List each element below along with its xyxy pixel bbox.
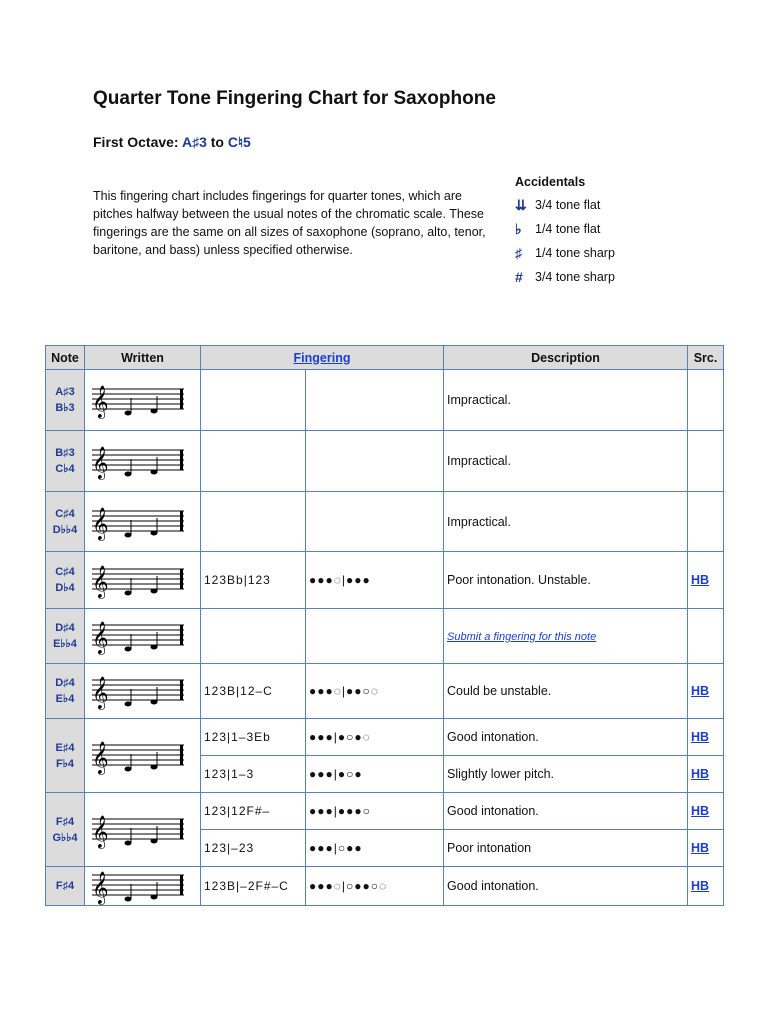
note-name: E♯4 xyxy=(55,741,75,754)
note-head xyxy=(125,411,132,416)
note-head xyxy=(125,897,132,902)
table-row xyxy=(46,609,724,664)
fingering-diagram: ●●●|○●● xyxy=(306,830,444,867)
bar-line xyxy=(180,875,183,895)
treble-clef-icon: 𝄞 xyxy=(92,814,109,848)
description-cell: Impractical. xyxy=(444,492,688,552)
src-cell xyxy=(688,867,724,906)
note-name-alt: D♭♭4 xyxy=(52,523,78,536)
description-cell: Could be unstable. xyxy=(444,664,688,719)
note-cell xyxy=(46,552,85,609)
src-cell xyxy=(688,719,724,756)
bar-line xyxy=(180,569,183,589)
staff-notation xyxy=(88,503,188,541)
accidental-row xyxy=(515,265,615,289)
subtitle-to: C♮5 xyxy=(227,134,251,150)
note-name: B♯3 xyxy=(55,447,75,459)
fingering-diagram xyxy=(306,492,444,552)
treble-clef-icon: 𝄞 xyxy=(92,565,109,598)
note-head xyxy=(125,647,132,652)
fingering-text xyxy=(201,431,306,492)
note-head xyxy=(151,895,158,900)
treble-clef-icon: 𝄞 xyxy=(92,621,109,654)
staff-notation xyxy=(88,737,188,775)
note-head xyxy=(151,700,158,705)
note-head xyxy=(125,702,132,707)
note-cell xyxy=(46,370,85,431)
written-cell xyxy=(85,609,201,664)
written-cell xyxy=(85,370,201,431)
staff-notation xyxy=(88,442,188,480)
note-name: D♯4 xyxy=(55,622,75,634)
written-cell xyxy=(85,867,201,906)
src-cell xyxy=(688,793,724,830)
src-cell xyxy=(688,664,724,719)
bar-line xyxy=(180,625,183,645)
header-fingering xyxy=(201,346,444,370)
accidental-label: 3/4 tone sharp xyxy=(535,270,615,284)
header-src: Src. xyxy=(688,346,724,370)
written-cell xyxy=(85,793,201,867)
staff-notation xyxy=(88,811,188,849)
note-head xyxy=(151,530,158,535)
table-row xyxy=(46,867,724,906)
table-row xyxy=(46,793,724,830)
table-row xyxy=(46,492,724,552)
treble-clef-icon: 𝄞 xyxy=(92,871,109,904)
fingering-diagram: ●●●|●○● xyxy=(306,756,444,793)
description-cell: Poor intonation. Unstable. xyxy=(444,552,688,609)
fingering-diagram: ●●●◌|●●○◌ xyxy=(306,664,444,719)
staff-notation xyxy=(88,381,188,419)
written-cell xyxy=(85,719,201,793)
src-cell xyxy=(688,552,724,609)
fingering-diagram xyxy=(306,431,444,492)
subtitle-from: A♯3 xyxy=(181,134,207,150)
fingering-diagram: ●●●◌|○●●○◌ xyxy=(306,867,444,906)
accidentals-legend xyxy=(515,175,615,289)
note-cell xyxy=(46,867,85,906)
accidental-label: 1/4 tone sharp xyxy=(535,246,615,260)
quarter-flat-icon: ♭ xyxy=(515,220,522,237)
note-head xyxy=(151,764,158,769)
intro-text: This fingering chart includes fingerings for quarter tones, which are pitches halfway between the usual notes of the chromatic scale. These fingerings are the same on all sizes of saxophone (soprano, alto, tenor, baritone, and bass) unless specified otherwise. xyxy=(93,189,486,257)
note-head xyxy=(125,840,132,845)
subtitle-mid: to xyxy=(206,134,228,150)
three-quarter-flat-icon: ⇊ xyxy=(515,196,527,213)
fingering-text: 123B|–2F#–C xyxy=(201,867,306,906)
fingering-text: 123|1–3Eb xyxy=(201,719,306,756)
description-cell xyxy=(444,609,688,664)
staff-notation xyxy=(88,617,188,655)
note-cell xyxy=(46,793,85,867)
note-head xyxy=(125,472,132,477)
page-title: Quarter Tone Fingering Chart for Saxophone xyxy=(93,88,496,109)
fingering-text: 123|12F#– xyxy=(201,793,306,830)
note-name-alt: F♭4 xyxy=(55,757,75,770)
fingering-diagram xyxy=(306,370,444,431)
fingering-diagram: ●●●|●●●○ xyxy=(306,793,444,830)
table-row xyxy=(46,664,724,719)
header-description: Description xyxy=(444,346,688,370)
written-cell xyxy=(85,552,201,609)
bar-line xyxy=(180,389,183,409)
src-cell xyxy=(688,830,724,867)
table-row xyxy=(46,719,724,756)
src-cell xyxy=(688,609,724,664)
accidental-row xyxy=(515,217,615,241)
subtitle-prefix: First Octave: xyxy=(93,134,182,150)
written-cell xyxy=(85,431,201,492)
octave-subtitle xyxy=(93,134,251,151)
source-link[interactable]: HB xyxy=(691,767,710,781)
bar-line xyxy=(180,450,183,470)
table-row xyxy=(46,552,724,609)
submit-fingering-link[interactable]: Submit a fingering for this note xyxy=(447,631,597,643)
note-head xyxy=(151,409,158,414)
note-cell xyxy=(46,664,85,719)
fingering-text: 123Bb|123 xyxy=(201,552,306,609)
note-name: F♯4 xyxy=(55,880,75,892)
bar-line xyxy=(180,511,183,531)
note-name-alt: C♭4 xyxy=(55,463,75,475)
note-cell xyxy=(46,719,85,793)
accidental-row xyxy=(515,193,615,217)
fingering-diagram: ●●●|●○●◌ xyxy=(306,719,444,756)
three-quarter-sharp-icon: # xyxy=(515,269,523,285)
src-cell xyxy=(688,492,724,552)
note-cell xyxy=(46,609,85,664)
table-row xyxy=(46,370,724,431)
note-head xyxy=(125,766,132,771)
source-link[interactable]: HB xyxy=(691,573,710,587)
note-head xyxy=(151,645,158,650)
treble-clef-icon: 𝄞 xyxy=(92,385,109,418)
description-cell: Impractical. xyxy=(444,370,688,431)
fingering-text xyxy=(201,370,306,431)
table-row xyxy=(46,431,724,492)
note-head xyxy=(151,470,158,475)
note-name: C♯4 xyxy=(55,507,75,520)
description-cell: Impractical. xyxy=(444,431,688,492)
note-name-alt: E♭4 xyxy=(55,693,75,705)
fingering-text xyxy=(201,609,306,664)
fingering-diagram: ●●●◌|●●● xyxy=(306,552,444,609)
staff-notation xyxy=(88,867,188,905)
note-name: C♯4 xyxy=(55,566,75,578)
fingering-text: 123B|12–C xyxy=(201,664,306,719)
accidental-label: 3/4 tone flat xyxy=(535,198,601,212)
source-link[interactable]: HB xyxy=(691,684,710,698)
bar-line xyxy=(180,680,183,700)
fingering-text: 123|–23 xyxy=(201,830,306,867)
source-link[interactable]: HB xyxy=(691,804,710,818)
staff-notation xyxy=(88,672,188,710)
note-name: F♯4 xyxy=(55,815,75,828)
src-cell xyxy=(688,370,724,431)
note-name-alt: E♭♭4 xyxy=(53,638,77,650)
written-cell xyxy=(85,664,201,719)
note-head xyxy=(151,589,158,594)
accidentals-title: Accidentals xyxy=(515,175,586,189)
quarter-sharp-icon: ♯ xyxy=(515,245,522,261)
note-head xyxy=(151,838,158,843)
src-cell xyxy=(688,756,724,793)
description-cell: Poor intonation xyxy=(444,830,688,867)
fingering-diagram xyxy=(306,609,444,664)
note-name-alt: G♭♭4 xyxy=(52,831,78,844)
treble-clef-icon: 𝄞 xyxy=(92,506,109,540)
treble-clef-icon: 𝄞 xyxy=(92,740,109,774)
source-link[interactable]: HB xyxy=(691,879,710,893)
description-cell: Slightly lower pitch. xyxy=(444,756,688,793)
fingering-text: 123|1–3 xyxy=(201,756,306,793)
src-cell xyxy=(688,431,724,492)
treble-clef-icon: 𝄞 xyxy=(92,446,109,479)
accidental-row xyxy=(515,241,615,265)
description-cell: Good intonation. xyxy=(444,793,688,830)
note-name-alt: D♭4 xyxy=(55,582,75,594)
accidental-label: 1/4 tone flat xyxy=(535,222,601,236)
bar-line xyxy=(180,745,183,765)
source-link[interactable]: HB xyxy=(691,841,710,855)
note-name: A♯3 xyxy=(55,386,75,398)
note-name: D♯4 xyxy=(55,677,75,689)
note-cell xyxy=(46,492,85,552)
note-name-alt: B♭3 xyxy=(55,402,75,414)
table-header-row xyxy=(46,346,724,370)
header-written: Written xyxy=(85,346,201,370)
bar-line xyxy=(180,819,183,839)
written-cell xyxy=(85,492,201,552)
staff-notation xyxy=(88,561,188,599)
note-cell xyxy=(46,431,85,492)
treble-clef-icon: 𝄞 xyxy=(92,676,109,709)
description-cell: Good intonation. xyxy=(444,719,688,756)
header-note: Note xyxy=(46,346,85,370)
source-link[interactable]: HB xyxy=(691,730,710,744)
fingering-table xyxy=(45,345,724,906)
note-head xyxy=(125,591,132,596)
note-head xyxy=(125,532,132,537)
description-cell: Good intonation. xyxy=(444,867,688,906)
fingering-text xyxy=(201,492,306,552)
fingering-link[interactable]: Fingering xyxy=(293,350,351,365)
